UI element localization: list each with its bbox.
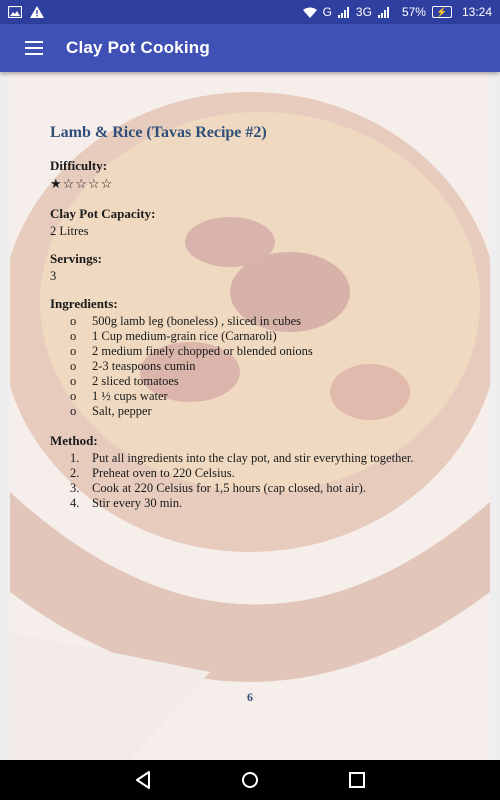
list-item: o Salt, pepper [70, 404, 152, 418]
capacity-value: 2 Litres [50, 224, 89, 238]
list-item: o 2-3 teaspoons cumin [70, 359, 196, 373]
recipe-document [50, 124, 470, 511]
recipe-page[interactable] [10, 72, 490, 760]
list-item: 1. Put all ingredients into the clay pot, and stir everything together. [70, 451, 414, 465]
battery-charging-icon: ⚡ [432, 6, 452, 18]
servings-value: 3 [50, 269, 57, 283]
recents-icon[interactable] [337, 760, 377, 800]
list-item: o 1 Cup medium-grain rice (Carnaroli) [70, 329, 277, 343]
ingredients-label: Ingredients: [50, 296, 118, 311]
servings-label: Servings: [50, 251, 102, 266]
clock-time: 13:24 [461, 5, 492, 19]
list-item: o 2 sliced tomatoes [70, 374, 179, 388]
recipe-title: Lamb & Rice (Tavas Recipe #2) [50, 124, 267, 141]
method-list [50, 451, 470, 511]
app-title: Clay Pot Cooking [66, 38, 210, 57]
list-item: o 2 medium finely chopped or blended onions [70, 344, 313, 358]
back-icon[interactable] [123, 760, 163, 800]
difficulty-label: Difficulty: [50, 158, 108, 173]
list-item: 4. Stir every 30 min. [70, 496, 183, 510]
difficulty-stars: ★☆☆☆☆ [50, 176, 114, 191]
capacity-label: Clay Pot Capacity: [50, 206, 156, 221]
list-item: o 1 ½ cups water [70, 389, 168, 403]
wifi-icon [303, 7, 317, 18]
app-bar [0, 24, 500, 72]
ingredients-list [50, 314, 470, 419]
notification-image-icon [8, 6, 22, 18]
list-item: 3. Cook at 220 Celsius for 1,5 hours (cap closed, hot air). [70, 481, 366, 495]
method-label: Method: [50, 433, 98, 448]
list-item: 2. Preheat oven to 220 Celsius. [70, 466, 235, 480]
signal-bars-icon-2 [378, 7, 390, 18]
network-type-label: 3G [355, 5, 372, 19]
page-number: 6 [247, 690, 253, 704]
warning-icon [30, 6, 44, 18]
status-bar [0, 0, 500, 24]
signal-type-label: G [322, 5, 332, 19]
navigation-bar [0, 760, 500, 800]
list-item: o 500g lamb leg (boneless) , sliced in cubes [70, 314, 301, 328]
battery-percent: 57% [401, 5, 426, 19]
menu-icon[interactable] [10, 24, 58, 72]
home-icon[interactable] [230, 760, 270, 800]
signal-bars-icon [338, 7, 350, 18]
